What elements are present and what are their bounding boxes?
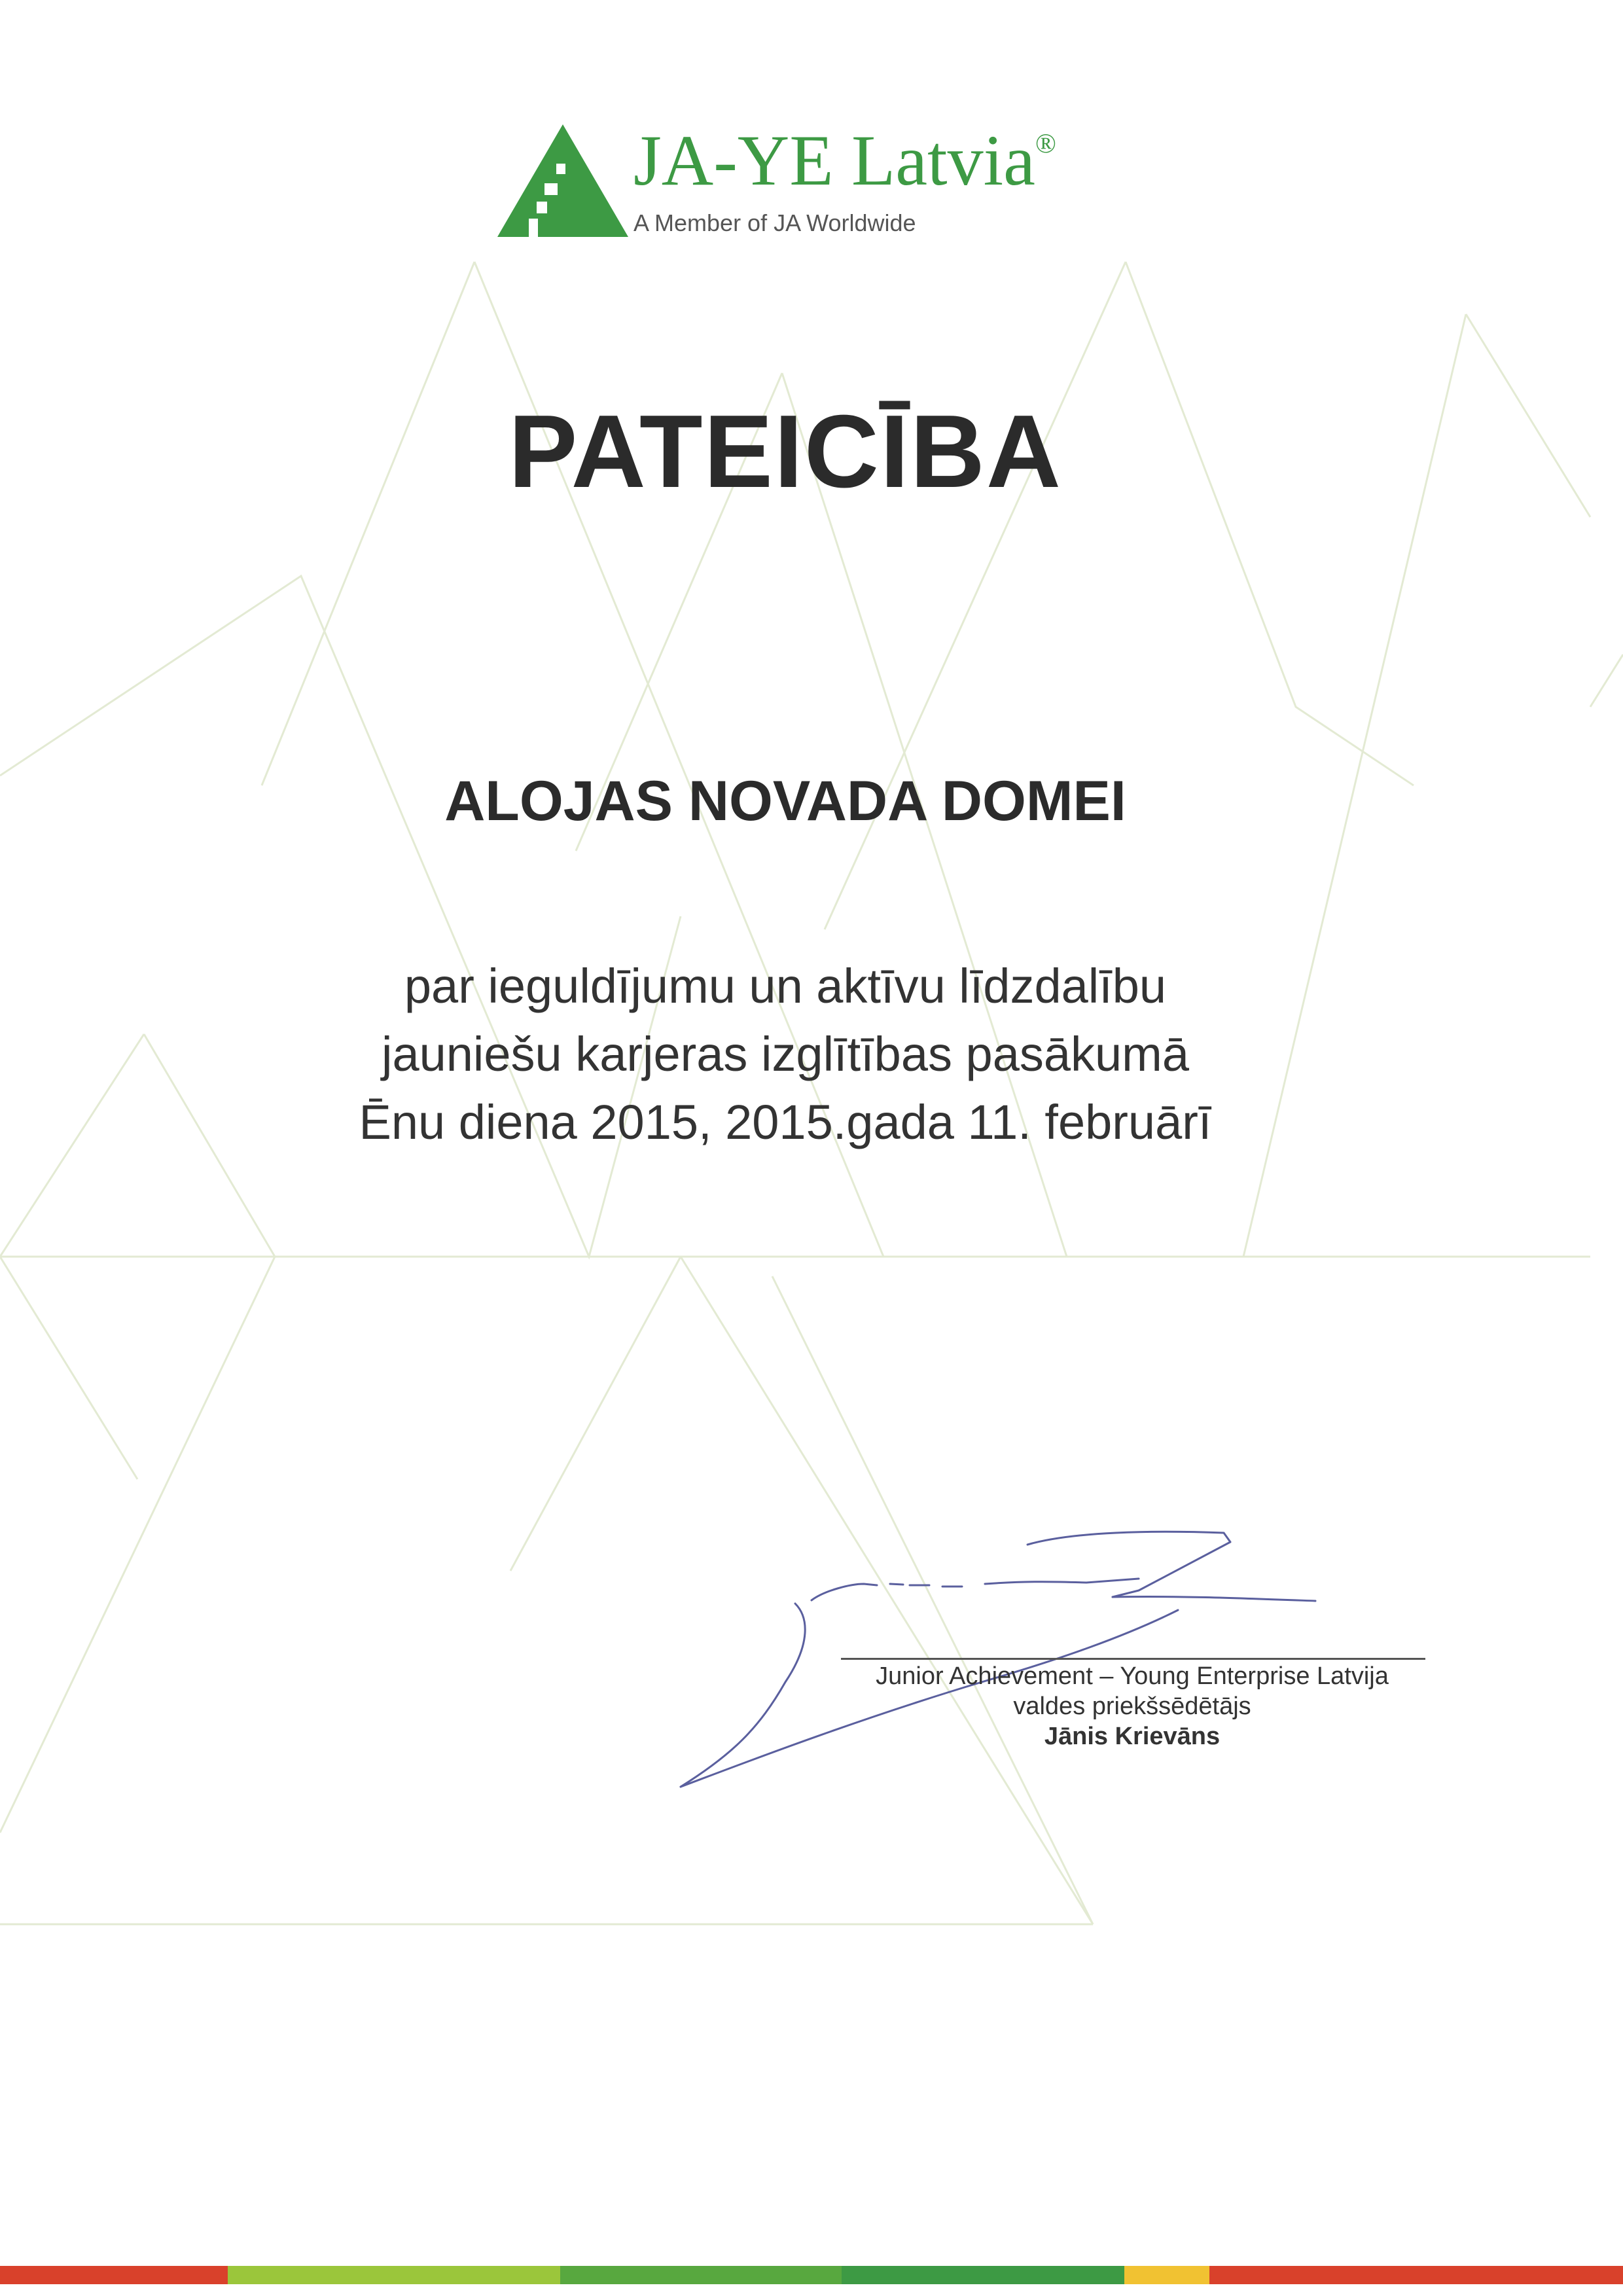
signature-rule (841, 1658, 1425, 1660)
color-bar-segment (842, 2266, 1124, 2284)
certificate-body (0, 952, 1571, 1157)
body-line: Ēnu diena 2015, 2015.gada 11. februārī (359, 1095, 1212, 1149)
handwritten-signature (654, 1518, 1374, 1793)
logo-tagline: A Member of JA Worldwide (633, 209, 916, 236)
color-bar-segment (0, 2266, 131, 2284)
body-line: jauniešu karjeras izglītības pasākumā (382, 1027, 1189, 1081)
body-line: par ieguldījumu un aktīvu līdzdalību (404, 959, 1167, 1013)
signatory-name: Jānis Krievāns (1044, 1723, 1221, 1750)
color-bar-segment (1124, 2266, 1209, 2284)
certificate-title: PATEICĪBA (508, 394, 1063, 509)
color-bar-segment (1209, 2266, 1623, 2284)
logo-brand-text: JA-YE Latvia (633, 120, 1035, 200)
ja-ye-logo (497, 120, 1086, 242)
color-bar-segment (228, 2266, 560, 2284)
ja-ye-triangle-icon (497, 124, 628, 237)
color-bar-segment (131, 2266, 228, 2284)
logo-brand-name (633, 120, 1056, 200)
bottom-color-bar (0, 2266, 1623, 2284)
signatory-organization: Junior Achievement – Young Enterprise Latvija (876, 1662, 1389, 1690)
color-bar-segment (560, 2266, 842, 2284)
recipient-name: ALOJAS NOVADA DOMEI (444, 770, 1126, 833)
signatory-block (831, 1661, 1433, 1751)
registered-mark: ® (1035, 129, 1056, 159)
signatory-position: valdes priekšsēdētājs (1013, 1693, 1251, 1720)
